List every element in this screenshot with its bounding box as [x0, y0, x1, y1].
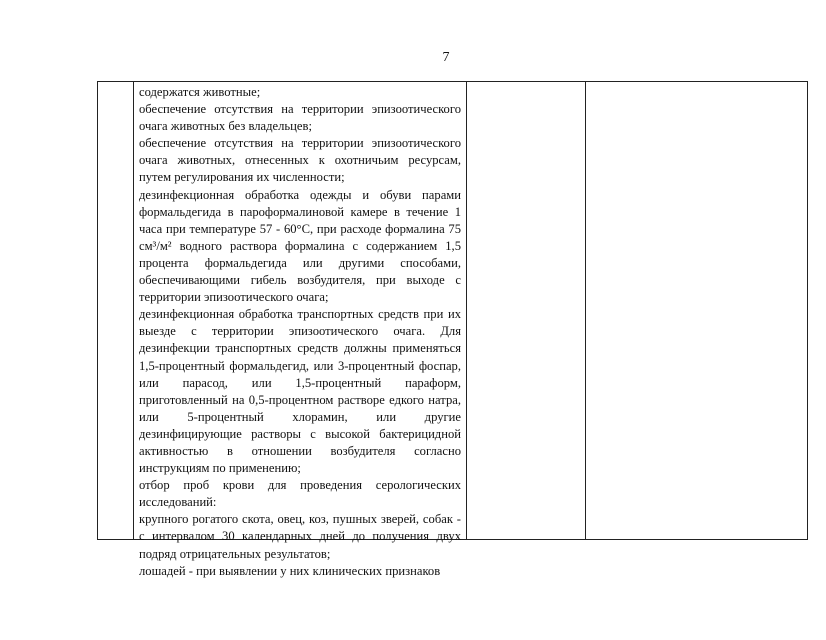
measure-paragraph: дезинфекционная обработка одежды и обуви парами формальдегида в пароформалиновой камере в течение 1 часа при температуре 57 - 60°С, при расходе формалина 75 см³/м² водного раствора формалина с содержанием 1,5 процента формальдегида или другими способами, обеспечивающими гибель возбудителя, при выходе с территории эпизоотического очага; — [139, 187, 461, 305]
measures-table — [97, 81, 808, 578]
page-number: 7 — [442, 50, 450, 65]
measure-paragraph: отбор проб крови для проведения серологических исследований: — [139, 478, 461, 510]
column-divider — [466, 82, 467, 539]
measure-paragraph: обеспечение отсутствия на территории эпизоотического очага животных, отнесенных к охотничьим ресурсам, путем регулирования их численности; — [139, 136, 461, 185]
column-divider — [585, 82, 586, 539]
measure-paragraph: дезинфекционная обработка транспортных средств при их выезде с территории эпизоотического очага. Для дезинфекции транспортных средств должны применяться 1,5-процентный формальдегид, или 3-процентный фоспар, или парасод, или 1,5-процентный параформ, приготовленный на 0,5-процентном растворе едкого натра, или 5-процентный хлорамин, или другие дезинфицирующие растворы с высокой бактерицидной активностью в отношении возбудителя согласно инструкциям по применению; — [139, 307, 461, 476]
measures-cell — [139, 84, 461, 580]
measure-paragraph: крупного рогатого скота, овец, коз, пушных зверей, собак - с интервалом 30 календарных дней до получения двух подряд отрицательных результатов; — [139, 512, 461, 561]
measure-paragraph: обеспечение отсутствия на территории эпизоотического очага животных без владельцев; — [139, 102, 461, 134]
measure-paragraph: лошадей - при выявлении у них клинических признаков — [139, 563, 441, 578]
column-divider — [133, 82, 134, 539]
measure-paragraph: содержатся животные; — [139, 85, 261, 99]
